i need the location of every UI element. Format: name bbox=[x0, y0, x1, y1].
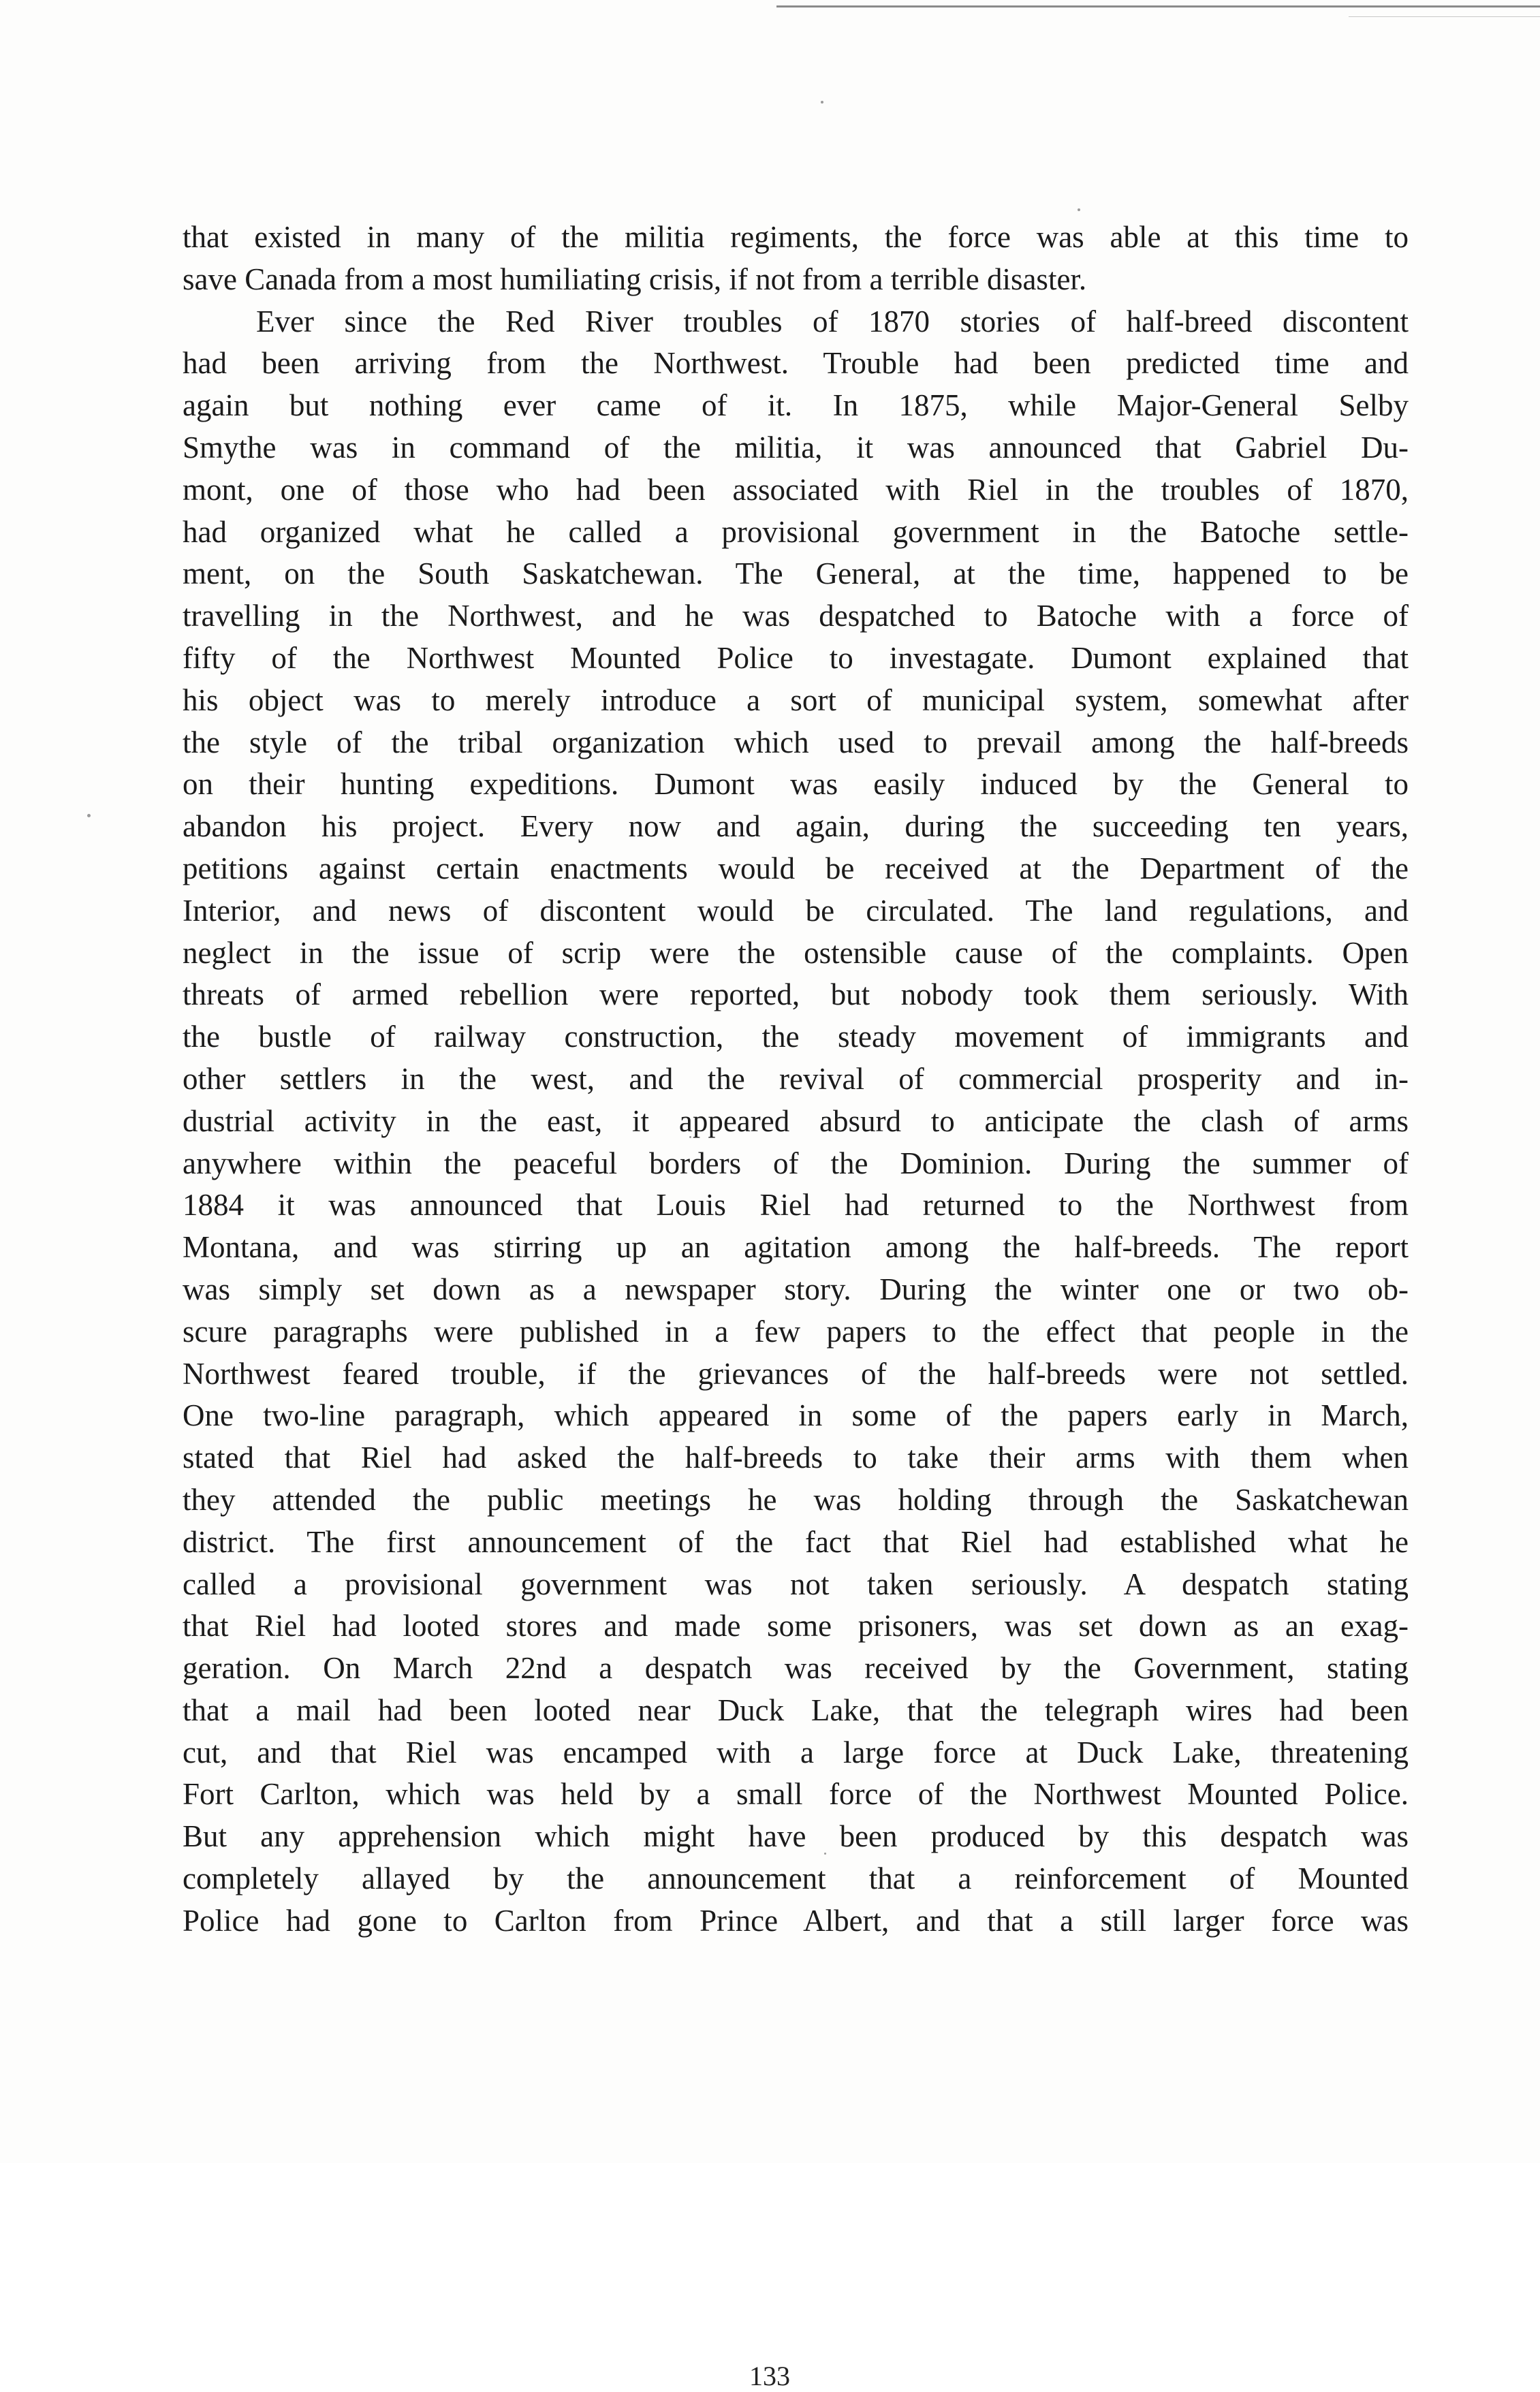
text-line: petitions against certain enactments would be received at the Department of the bbox=[183, 851, 1409, 885]
text-line: the bustle of railway construction, the steady movement of immigrants and bbox=[183, 1020, 1409, 1054]
text-line: completely allayed by the announcement that a reinforcement of Mounted bbox=[183, 1861, 1409, 1896]
text-line: Northwest feared trouble, if the grievances of the half-breeds were not settled. bbox=[183, 1356, 1409, 1391]
scan-speck bbox=[1078, 208, 1080, 211]
text-line: threats of armed rebellion were reported, but nobody took them seriously. With bbox=[183, 977, 1409, 1012]
text-line: that a mail had been looted near Duck Lake, that the telegraph wires had been bbox=[183, 1693, 1409, 1727]
text-line: his object was to merely introduce a sort of municipal system, somewhat after bbox=[183, 682, 1409, 717]
text-line: abandon his project. Every now and again, during the succeeding ten years, bbox=[183, 809, 1409, 844]
text-line: fifty of the Northwest Mounted Police to investagate. Dumont explained that bbox=[183, 640, 1409, 675]
text-line: Montana, and was stirring up an agitation among the half-breeds. The report bbox=[183, 1230, 1409, 1265]
text-line: geration. On March 22nd a despatch was received by the Government, stating bbox=[183, 1651, 1409, 1686]
scan-speck bbox=[87, 814, 91, 817]
text-line: 1884 it was announced that Louis Riel had returned to the Northwest from bbox=[183, 1188, 1409, 1223]
text-line: travelling in the Northwest, and he was despatched to Batoche with a force of bbox=[183, 599, 1409, 633]
text-line: district. The first announcement of the fact that Riel had established what he bbox=[183, 1524, 1409, 1559]
text-line: save Canada from a most humiliating crisis, if not from a terrible disaster. bbox=[183, 262, 1087, 296]
text-line: neglect in the issue of scrip were the ostensible cause of the complaints. Open bbox=[183, 935, 1409, 970]
text-line: on their hunting expeditions. Dumont was easily induced by the General to bbox=[183, 767, 1409, 802]
text-line: One two-line paragraph, which appeared in some of the papers early in March, bbox=[183, 1398, 1409, 1433]
paragraph-first-line: Ever since the Red River troubles of 1870 stories of half-breed discontent bbox=[256, 304, 1409, 339]
text-line: anywhere within the peaceful borders of the Dominion. During the summer of bbox=[183, 1146, 1409, 1180]
text-line: was simply set down as a newspaper story. During the winter one or two ob- bbox=[183, 1272, 1409, 1306]
text-line: mont, one of those who had been associated with Riel in the troubles of 1870, bbox=[183, 472, 1409, 507]
text-line: that Riel had looted stores and made some prisoners, was set down as an exag- bbox=[183, 1609, 1409, 1643]
text-line: cut, and that Riel was encamped with a large force at Duck Lake, threatening bbox=[183, 1735, 1409, 1769]
text-line: had been arriving from the Northwest. Trouble had been predicted time and bbox=[183, 346, 1409, 381]
text-line: Fort Carlton, which was held by a small force of the Northwest Mounted Police. bbox=[183, 1777, 1409, 1812]
text-line: that existed in many of the militia regiments, the force was able at this time to bbox=[183, 220, 1409, 254]
page-number: 133 bbox=[749, 2361, 790, 2391]
text-line: stated that Riel had asked the half-breeds to take their arms with them when bbox=[183, 1441, 1409, 1475]
text-line: Interior, and news of discontent would be circulated. The land regulations, and bbox=[183, 893, 1409, 928]
text-line: other settlers in the west, and the revival of commercial prosperity and in- bbox=[183, 1061, 1409, 1096]
text-line: the style of the tribal organization which used to prevail among the half-breeds bbox=[183, 725, 1409, 759]
scan-speck bbox=[821, 101, 823, 104]
text-line: again but nothing ever came of it. In 1875, while Major-General Selby bbox=[183, 388, 1409, 423]
text-line: But any apprehension which might have been produced by this despatch was bbox=[183, 1819, 1409, 1854]
text-line: scure paragraphs were published in a few papers to the effect that people in the bbox=[183, 1314, 1409, 1349]
text-line: they attended the public meetings he was holding through the Saskatchewan bbox=[183, 1482, 1409, 1517]
top-border-rule-thin bbox=[1349, 16, 1540, 17]
top-border-rule bbox=[776, 5, 1540, 7]
text-line: called a provisional government was not taken seriously. A despatch stating bbox=[183, 1567, 1409, 1601]
text-line: ment, on the South Saskatchewan. The General, at the time, happened to be bbox=[183, 556, 1409, 591]
text-line: dustrial activity in the east, it appeared absurd to anticipate the clash of arms bbox=[183, 1103, 1409, 1138]
text-line: Police had gone to Carlton from Prince Albert, and that a still larger force was bbox=[183, 1903, 1409, 1938]
body-text bbox=[183, 217, 1409, 1942]
text-line: had organized what he called a provisional government in the Batoche settle- bbox=[183, 514, 1409, 549]
text-line: Smythe was in command of the militia, it was announced that Gabriel Du- bbox=[183, 430, 1409, 465]
